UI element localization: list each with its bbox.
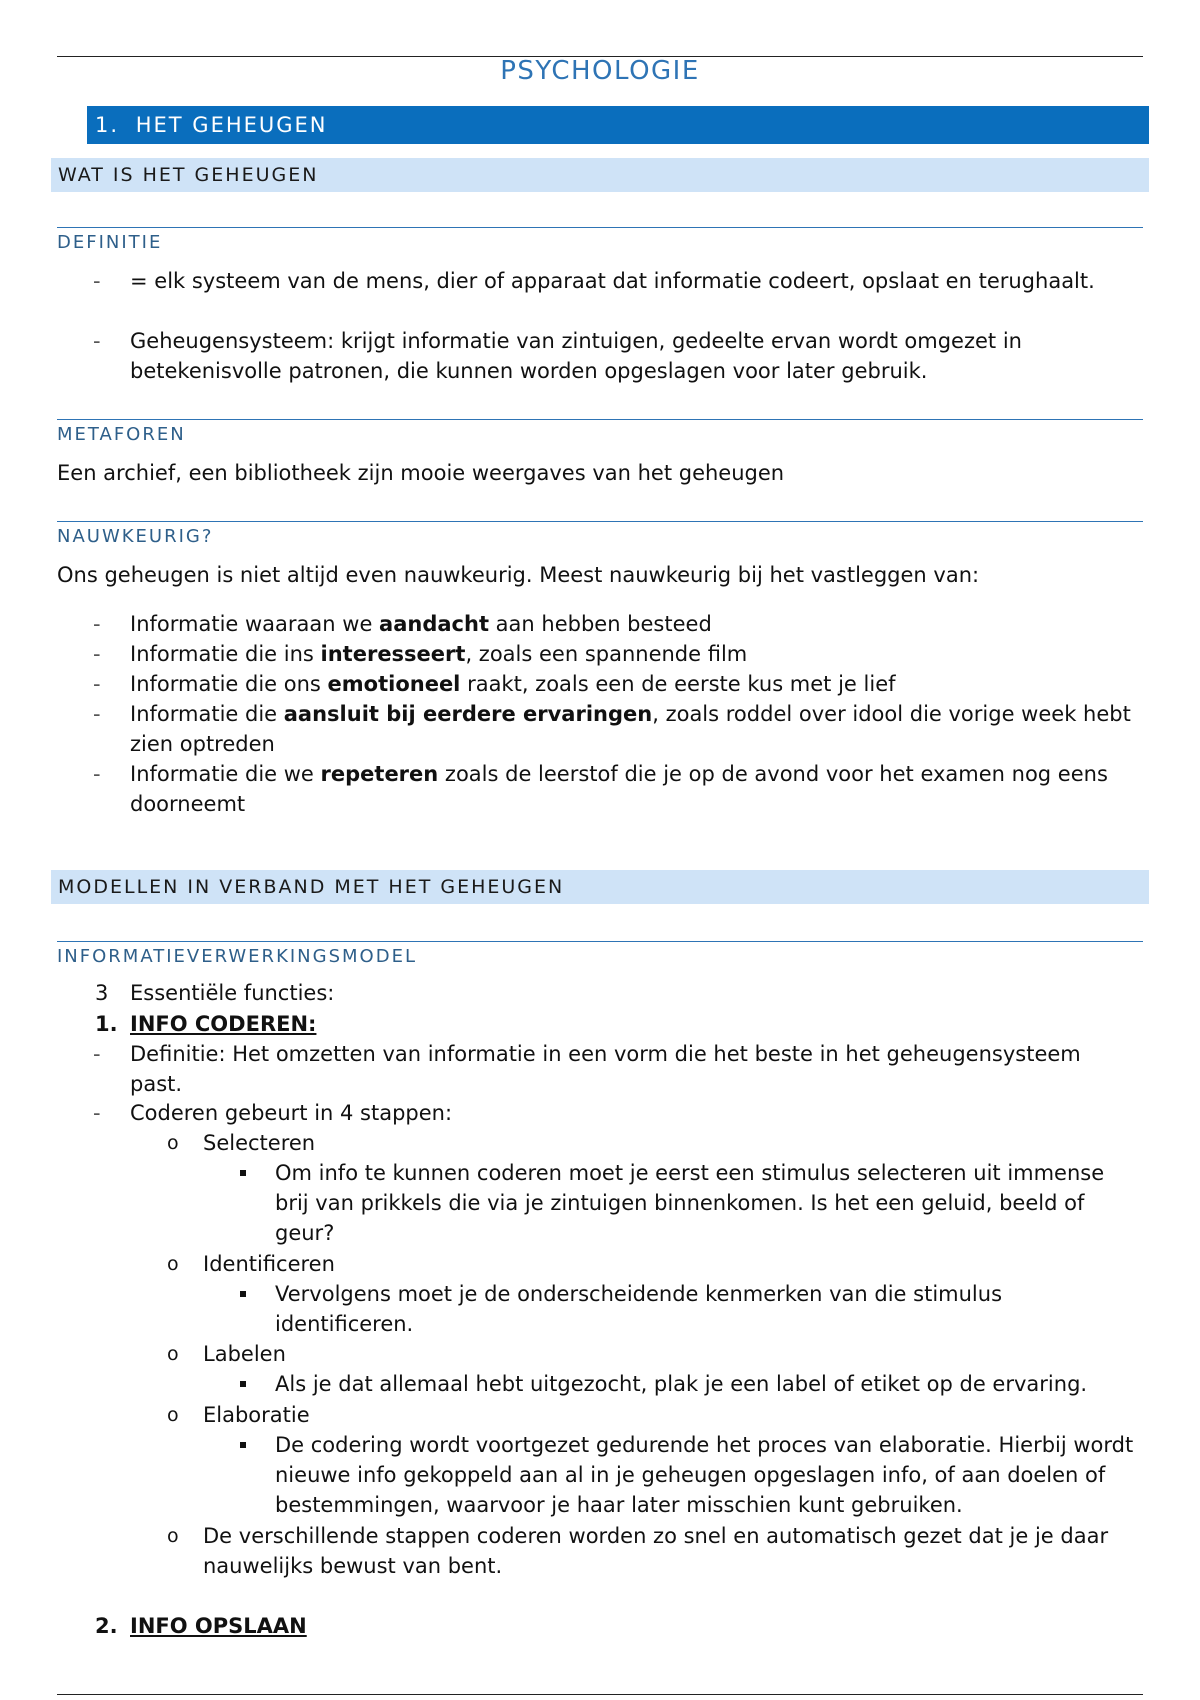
bottom-rule — [57, 1694, 1143, 1695]
step-name: Labelen — [203, 1342, 286, 1366]
function-1-number: 1. — [95, 1012, 118, 1036]
step-name: Selecteren — [203, 1131, 316, 1155]
section-heading-modellen: MODELLEN IN VERBAND MET HET GEHEUGEN — [51, 870, 1149, 904]
step-detail: De codering wordt voortgezet gedurende het proces van elaboratie. Hierbij wordt nieuwe info gekoppeld aan al in je geheugen opgeslagen info, of aan doelen of bestemmingen, waarvoor je haar later misschien kunt gebruiken. — [275, 1433, 1134, 1517]
square-bullet-icon — [240, 1291, 246, 1297]
nauwkeurig-bullet: Informatie die we repeteren zoals de leerstof die je op de avond voor het examen nog eens doorneemt — [130, 762, 1108, 816]
intro-number: 3 — [95, 981, 109, 1005]
dash-marker: - — [93, 762, 101, 786]
circle-marker: o — [167, 1343, 179, 1365]
dash-marker: - — [93, 612, 101, 636]
square-bullet-icon — [240, 1442, 246, 1448]
step-detail: Om info te kunnen coderen moet je eerst een stimulus selecteren uit immense brij van prikkels die via je zintuigen binnenkomen. Is het een geluid, beeld of geur? — [275, 1161, 1105, 1245]
subheading-informatieverwerkingsmodel: INFORMATIEVERWERKINGSMODEL — [57, 941, 1143, 967]
step-name: Elaboratie — [203, 1403, 310, 1427]
nauwkeurig-bullet: Informatie die ons emotioneel raakt, zoals een de eerste kus met je lief — [130, 672, 896, 696]
circle-marker: o — [167, 1253, 179, 1275]
dash-marker: - — [93, 1101, 101, 1125]
nauwkeurig-bullet: Informatie die aansluit bij eerdere ervaringen, zoals roddel over idool die vorige week hebt zien optreden — [130, 702, 1131, 756]
step-detail: Als je dat allemaal hebt uitgezocht, plak je een label of etiket op de ervaring. — [275, 1372, 1088, 1396]
dash-marker: - — [93, 642, 101, 666]
chapter-number: 1. — [95, 113, 120, 137]
nauwkeurig-bullet: Informatie die ins interesseert, zoals een spannende film — [130, 642, 748, 666]
chapter-heading — [87, 106, 1149, 144]
subheading-metaforen: METAFOREN — [57, 419, 1143, 445]
square-bullet-icon — [240, 1381, 246, 1387]
subheading-nauwkeurig: NAUWKEURIG? — [57, 521, 1143, 547]
dash-marker: - — [93, 672, 101, 696]
intro-text: Essentiële functies: — [130, 981, 335, 1005]
circle-marker: o — [167, 1525, 179, 1547]
section-heading-wat-is: WAT IS HET GEHEUGEN — [51, 158, 1149, 192]
dash-marker: - — [93, 269, 101, 293]
circle-marker: o — [167, 1132, 179, 1154]
function-2-title: INFO OPSLAAN — [130, 1614, 307, 1638]
metaforen-text: Een archief, een bibliotheek zijn mooie weergaves van het geheugen — [57, 461, 785, 485]
definitie-bullet-1: = elk systeem van de mens, dier of apparaat dat informatie codeert, opslaat en terughaalt. — [130, 269, 1095, 293]
function-1-title: INFO CODEREN: — [130, 1012, 317, 1036]
coderen-closing: De verschillende stappen coderen worden zo snel en automatisch gezet dat je je daar nauwelijks bewust van bent. — [203, 1524, 1109, 1578]
square-bullet-icon — [240, 1170, 246, 1176]
circle-marker: o — [167, 1404, 179, 1426]
definitie-bullet-2: Geheugensysteem: krijgt informatie van zintuigen, gedeelte ervan wordt omgezet in betekenisvolle patronen, die kunnen worden opgeslagen voor later gebruik. — [130, 329, 1022, 383]
dash-marker: - — [93, 702, 101, 726]
chapter-title: HET GEHEUGEN — [135, 113, 328, 137]
dash-marker: - — [93, 1042, 101, 1066]
step-name: Identificeren — [203, 1252, 335, 1276]
nauwkeurig-intro: Ons geheugen is niet altijd even nauwkeurig. Meest nauwkeurig bij het vastleggen van: — [57, 563, 980, 587]
subheading-definitie: DEFINITIE — [57, 227, 1143, 253]
coderen-definitie: Definitie: Het omzetten van informatie in een vorm die het beste in het geheugensysteem past. — [130, 1042, 1081, 1096]
step-detail: Vervolgens moet je de onderscheidende kenmerken van die stimulus identificeren. — [275, 1282, 1003, 1336]
nauwkeurig-bullet: Informatie waaraan we aandacht aan hebben besteed — [130, 612, 712, 636]
dash-marker: - — [93, 329, 101, 353]
function-2-number: 2. — [95, 1614, 118, 1638]
document-title: PSYCHOLOGIE — [500, 56, 700, 86]
coderen-stappen: Coderen gebeurt in 4 stappen: — [130, 1101, 453, 1125]
